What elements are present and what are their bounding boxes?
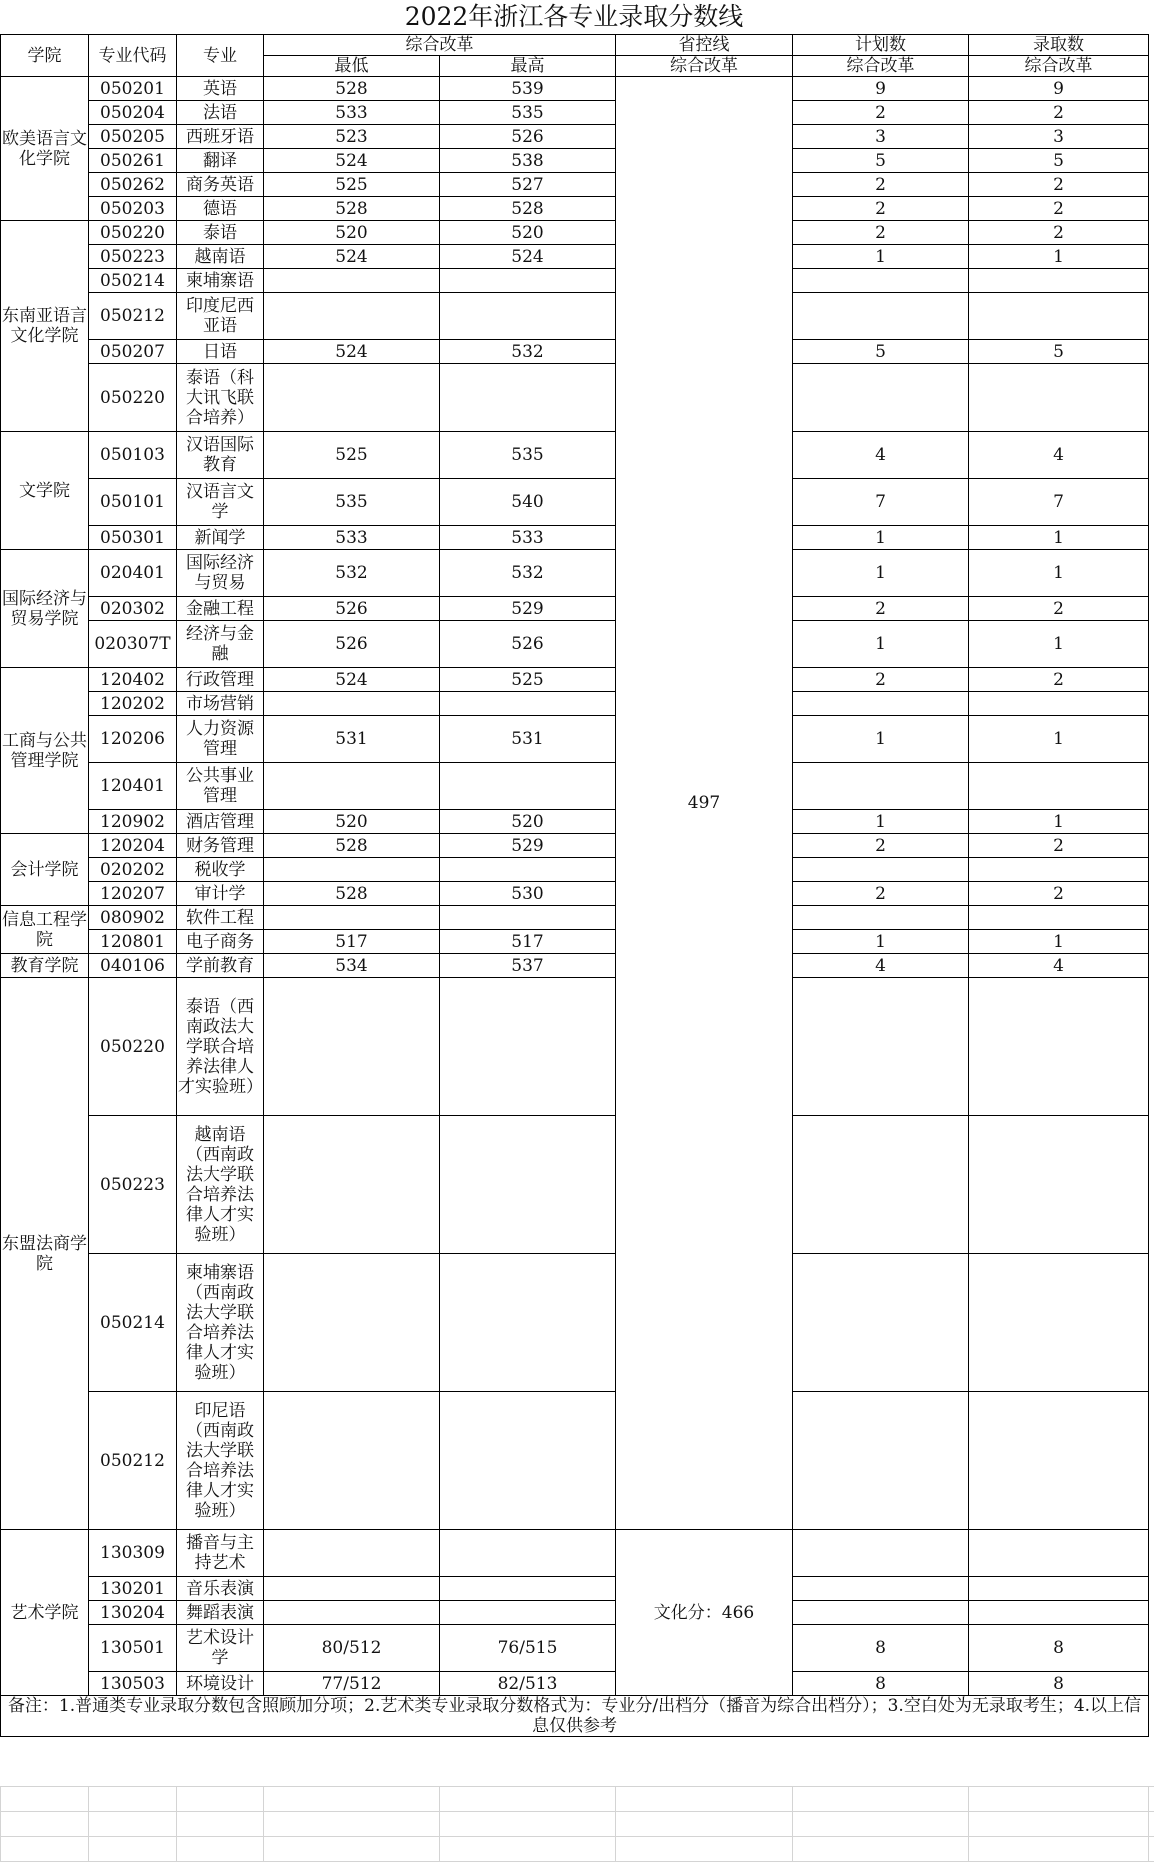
header-major: 专业 (177, 35, 264, 77)
score-max: 528 (440, 197, 616, 221)
header-college: 学院 (1, 35, 89, 77)
plan-count: 8 (793, 1672, 969, 1696)
college-name: 信息工程学院 (1, 906, 89, 954)
score-min: 528 (264, 77, 440, 101)
admit-count: 5 (969, 149, 1149, 173)
score-min (264, 858, 440, 882)
plan-count: 5 (793, 340, 969, 364)
major-name: 市场营销 (177, 692, 264, 716)
major-code: 130503 (89, 1672, 177, 1696)
table-row (1, 1601, 1149, 1625)
score-min (264, 1577, 440, 1601)
header-provincial-line: 省控线 (616, 35, 793, 56)
major-code: 050220 (89, 364, 177, 432)
admit-count: 1 (969, 621, 1149, 668)
score-min: 520 (264, 810, 440, 834)
table-row (1, 364, 1149, 432)
major-code: 050101 (89, 479, 177, 526)
major-name: 柬埔寨语（西南政法大学联合培养法律人才实验班） (177, 1254, 264, 1392)
table-body (1, 77, 1149, 1737)
score-max: 82/513 (440, 1672, 616, 1696)
score-max: 76/515 (440, 1625, 616, 1672)
header-provincial-sub: 综合改革 (616, 56, 793, 77)
header-max: 最高 (440, 56, 616, 77)
college-name: 东南亚语言文化学院 (1, 221, 89, 432)
admit-count: 2 (969, 668, 1149, 692)
score-min: 532 (264, 550, 440, 597)
table-row (1, 978, 1149, 1116)
score-max (440, 763, 616, 810)
admit-count: 2 (969, 221, 1149, 245)
admit-count (969, 1392, 1149, 1530)
major-code: 050207 (89, 340, 177, 364)
score-min (264, 1601, 440, 1625)
major-code: 120401 (89, 763, 177, 810)
score-min: 528 (264, 882, 440, 906)
admit-count (969, 1601, 1149, 1625)
table-row (1, 597, 1149, 621)
score-max (440, 1577, 616, 1601)
table-row (1, 77, 1149, 101)
score-min: 526 (264, 621, 440, 668)
major-code: 020202 (89, 858, 177, 882)
admit-count: 3 (969, 125, 1149, 149)
table-row (1, 550, 1149, 597)
major-name: 金融工程 (177, 597, 264, 621)
major-code: 050261 (89, 149, 177, 173)
major-name: 西班牙语 (177, 125, 264, 149)
major-name: 汉语国际教育 (177, 432, 264, 479)
major-code: 020401 (89, 550, 177, 597)
plan-count: 4 (793, 432, 969, 479)
college-name: 东盟法商学院 (1, 978, 89, 1530)
major-name: 泰语（西南政法大学联合培养法律人才实验班） (177, 978, 264, 1116)
major-code: 050201 (89, 77, 177, 101)
score-max: 535 (440, 101, 616, 125)
major-code: 120902 (89, 810, 177, 834)
plan-count: 1 (793, 526, 969, 550)
plan-count: 7 (793, 479, 969, 526)
score-min: 533 (264, 101, 440, 125)
major-code: 120204 (89, 834, 177, 858)
score-max: 535 (440, 432, 616, 479)
major-code: 130309 (89, 1530, 177, 1577)
college-name: 艺术学院 (1, 1530, 89, 1696)
plan-count (793, 1116, 969, 1254)
score-max: 540 (440, 479, 616, 526)
college-name: 会计学院 (1, 834, 89, 906)
plan-count: 2 (793, 882, 969, 906)
admit-count (969, 692, 1149, 716)
major-code: 020302 (89, 597, 177, 621)
score-max: 531 (440, 716, 616, 763)
score-max: 517 (440, 930, 616, 954)
major-code: 120206 (89, 716, 177, 763)
header-plan: 计划数 (793, 35, 969, 56)
header-min: 最低 (264, 56, 440, 77)
table-row (1, 668, 1149, 692)
college-name: 国际经济与贸易学院 (1, 550, 89, 668)
major-name: 法语 (177, 101, 264, 125)
plan-count: 2 (793, 173, 969, 197)
plan-count (793, 1601, 969, 1625)
table-row (1, 101, 1149, 125)
score-max: 539 (440, 77, 616, 101)
score-min: 525 (264, 432, 440, 479)
page-title: 2022年浙江各专业录取分数线 (404, 2, 744, 31)
score-min: 77/512 (264, 1672, 440, 1696)
score-max: 529 (440, 597, 616, 621)
score-max: 538 (440, 149, 616, 173)
score-min (264, 906, 440, 930)
major-name: 越南语（西南政法大学联合培养法律人才实验班） (177, 1116, 264, 1254)
table-row (1, 906, 1149, 930)
admit-count (969, 364, 1149, 432)
major-name: 印尼语（西南政法大学联合培养法律人才实验班） (177, 1392, 264, 1530)
major-name: 播音与主持艺术 (177, 1530, 264, 1577)
score-min: 534 (264, 954, 440, 978)
admit-count: 8 (969, 1672, 1149, 1696)
plan-count: 3 (793, 125, 969, 149)
plan-count (793, 763, 969, 810)
score-max (440, 692, 616, 716)
major-code: 040106 (89, 954, 177, 978)
major-code: 050204 (89, 101, 177, 125)
score-max: 520 (440, 810, 616, 834)
score-max: 527 (440, 173, 616, 197)
major-name: 音乐表演 (177, 1577, 264, 1601)
admit-count (969, 1530, 1149, 1577)
major-name: 德语 (177, 197, 264, 221)
major-name: 国际经济与贸易 (177, 550, 264, 597)
major-name: 电子商务 (177, 930, 264, 954)
plan-count (793, 1577, 969, 1601)
table-row (1, 954, 1149, 978)
plan-count: 1 (793, 930, 969, 954)
score-min (264, 269, 440, 293)
major-name: 税收学 (177, 858, 264, 882)
plan-count (793, 906, 969, 930)
score-min (264, 763, 440, 810)
provincial-line-general: 497 (616, 77, 793, 1530)
table-row (1, 1530, 1149, 1577)
major-name: 翻译 (177, 149, 264, 173)
plan-count: 2 (793, 101, 969, 125)
score-min: 524 (264, 149, 440, 173)
score-min (264, 1530, 440, 1577)
major-code: 050103 (89, 432, 177, 479)
major-code: 050212 (89, 1392, 177, 1530)
admit-count (969, 1577, 1149, 1601)
major-code: 050223 (89, 245, 177, 269)
table-row (1, 692, 1149, 716)
major-name: 柬埔寨语 (177, 269, 264, 293)
major-code: 020307T (89, 621, 177, 668)
major-code: 120402 (89, 668, 177, 692)
score-max (440, 1116, 616, 1254)
score-min: 525 (264, 173, 440, 197)
major-code: 080902 (89, 906, 177, 930)
admit-count (969, 269, 1149, 293)
major-code: 130204 (89, 1601, 177, 1625)
major-code: 050205 (89, 125, 177, 149)
major-name: 公共事业管理 (177, 763, 264, 810)
admit-count: 8 (969, 1625, 1149, 1672)
admit-count (969, 978, 1149, 1116)
score-min (264, 293, 440, 340)
major-code: 050301 (89, 526, 177, 550)
score-max: 526 (440, 621, 616, 668)
table-row (1, 432, 1149, 479)
table-row (1, 1672, 1149, 1696)
note-row (1, 1696, 1149, 1737)
plan-count: 2 (793, 597, 969, 621)
plan-count (793, 293, 969, 340)
plan-count: 4 (793, 954, 969, 978)
score-min: 524 (264, 668, 440, 692)
table-row (1, 479, 1149, 526)
plan-count: 1 (793, 550, 969, 597)
admission-score-table (0, 34, 1149, 1737)
score-max: 532 (440, 550, 616, 597)
major-name: 财务管理 (177, 834, 264, 858)
score-min: 523 (264, 125, 440, 149)
plan-count: 8 (793, 1625, 969, 1672)
admit-count: 9 (969, 77, 1149, 101)
score-min (264, 364, 440, 432)
score-min: 535 (264, 479, 440, 526)
table-row (1, 269, 1149, 293)
plan-count: 1 (793, 716, 969, 763)
plan-count (793, 692, 969, 716)
header-code: 专业代码 (89, 35, 177, 77)
score-min: 531 (264, 716, 440, 763)
college-name: 欧美语言文化学院 (1, 77, 89, 221)
admit-count: 5 (969, 340, 1149, 364)
header-admit-sub: 综合改革 (969, 56, 1149, 77)
score-max (440, 906, 616, 930)
major-code: 120801 (89, 930, 177, 954)
table-row (1, 526, 1149, 550)
table-row (1, 173, 1149, 197)
admit-count: 4 (969, 954, 1149, 978)
admit-count: 1 (969, 550, 1149, 597)
major-code: 120207 (89, 882, 177, 906)
plan-count: 2 (793, 197, 969, 221)
admit-count: 1 (969, 716, 1149, 763)
table-row (1, 125, 1149, 149)
score-max (440, 1530, 616, 1577)
major-name: 舞蹈表演 (177, 1601, 264, 1625)
admit-count: 2 (969, 173, 1149, 197)
table-row (1, 293, 1149, 340)
table-row (1, 810, 1149, 834)
score-min (264, 1116, 440, 1254)
table-row (1, 621, 1149, 668)
plan-count: 9 (793, 77, 969, 101)
major-code: 050220 (89, 978, 177, 1116)
score-min: 517 (264, 930, 440, 954)
major-name: 新闻学 (177, 526, 264, 550)
table-row (1, 882, 1149, 906)
admit-count: 2 (969, 834, 1149, 858)
table-row (1, 763, 1149, 810)
major-code: 130501 (89, 1625, 177, 1672)
score-min: 80/512 (264, 1625, 440, 1672)
header-plan-sub: 综合改革 (793, 56, 969, 77)
score-min (264, 1254, 440, 1392)
plan-count: 2 (793, 668, 969, 692)
table-row (1, 1254, 1149, 1392)
major-code: 120202 (89, 692, 177, 716)
major-code: 050220 (89, 221, 177, 245)
admit-count (969, 1254, 1149, 1392)
table-row (1, 716, 1149, 763)
college-name: 教育学院 (1, 954, 89, 978)
major-name: 英语 (177, 77, 264, 101)
score-max: 532 (440, 340, 616, 364)
score-min: 528 (264, 834, 440, 858)
plan-count: 2 (793, 834, 969, 858)
admit-count: 2 (969, 197, 1149, 221)
major-name: 艺术设计学 (177, 1625, 264, 1672)
table-row (1, 858, 1149, 882)
score-min (264, 692, 440, 716)
major-name: 酒店管理 (177, 810, 264, 834)
major-name: 软件工程 (177, 906, 264, 930)
score-max (440, 1601, 616, 1625)
admit-count: 2 (969, 882, 1149, 906)
major-name: 泰语（科大讯飞联合培养） (177, 364, 264, 432)
admit-count: 1 (969, 526, 1149, 550)
major-code: 050214 (89, 269, 177, 293)
score-max (440, 858, 616, 882)
score-min: 533 (264, 526, 440, 550)
table-row (1, 340, 1149, 364)
score-max: 533 (440, 526, 616, 550)
score-max: 529 (440, 834, 616, 858)
table-row (1, 1116, 1149, 1254)
major-name: 印度尼西亚语 (177, 293, 264, 340)
plan-count (793, 858, 969, 882)
empty-grid (0, 1786, 1154, 1862)
score-max (440, 978, 616, 1116)
score-max: 524 (440, 245, 616, 269)
score-max (440, 1392, 616, 1530)
table-row (1, 245, 1149, 269)
plan-count: 1 (793, 245, 969, 269)
plan-count (793, 1530, 969, 1577)
major-code: 050212 (89, 293, 177, 340)
score-max: 537 (440, 954, 616, 978)
admit-count: 2 (969, 597, 1149, 621)
major-code: 050203 (89, 197, 177, 221)
score-max (440, 293, 616, 340)
major-name: 泰语 (177, 221, 264, 245)
plan-count (793, 978, 969, 1116)
score-max (440, 364, 616, 432)
major-name: 经济与金融 (177, 621, 264, 668)
score-max (440, 1254, 616, 1392)
major-name: 审计学 (177, 882, 264, 906)
major-code: 050214 (89, 1254, 177, 1392)
admit-count: 4 (969, 432, 1149, 479)
major-name: 越南语 (177, 245, 264, 269)
major-name: 行政管理 (177, 668, 264, 692)
score-min (264, 978, 440, 1116)
admit-count: 1 (969, 810, 1149, 834)
major-name: 学前教育 (177, 954, 264, 978)
table-row (1, 149, 1149, 173)
plan-count (793, 364, 969, 432)
provincial-line-art: 文化分：466 (616, 1530, 793, 1696)
college-name: 文学院 (1, 432, 89, 550)
admit-count: 1 (969, 245, 1149, 269)
plan-count (793, 1254, 969, 1392)
plan-count: 2 (793, 221, 969, 245)
plan-count: 1 (793, 810, 969, 834)
major-name: 日语 (177, 340, 264, 364)
admit-count (969, 763, 1149, 810)
score-min: 528 (264, 197, 440, 221)
table-row (1, 1577, 1149, 1601)
admit-count (969, 906, 1149, 930)
major-code: 050262 (89, 173, 177, 197)
score-min (264, 1392, 440, 1530)
admit-count (969, 858, 1149, 882)
major-name: 人力资源管理 (177, 716, 264, 763)
score-min: 524 (264, 245, 440, 269)
header-group-score: 综合改革 (264, 35, 616, 56)
score-max (440, 269, 616, 293)
score-min: 524 (264, 340, 440, 364)
table-row (1, 1625, 1149, 1672)
admit-count: 2 (969, 101, 1149, 125)
major-name: 环境设计 (177, 1672, 264, 1696)
plan-count (793, 1392, 969, 1530)
admit-count: 7 (969, 479, 1149, 526)
plan-count (793, 269, 969, 293)
admit-count (969, 1116, 1149, 1254)
score-max: 526 (440, 125, 616, 149)
major-code: 050223 (89, 1116, 177, 1254)
major-name: 汉语言文学 (177, 479, 264, 526)
score-min: 526 (264, 597, 440, 621)
header-admit: 录取数 (969, 35, 1149, 56)
footnote: 备注：1.普通类专业录取分数包含照顾加分项；2.艺术类专业录取分数格式为：专业分/出档分（播音为综合出档分）；3.空白处为无录取考生；4.以上信息仅供参考 (1, 1696, 1149, 1737)
score-max: 520 (440, 221, 616, 245)
college-name: 工商与公共管理学院 (1, 668, 89, 834)
major-code: 130201 (89, 1577, 177, 1601)
table-row (1, 930, 1149, 954)
plan-count: 1 (793, 621, 969, 668)
score-max: 530 (440, 882, 616, 906)
score-min: 520 (264, 221, 440, 245)
table-row (1, 221, 1149, 245)
table-row (1, 1392, 1149, 1530)
major-name: 商务英语 (177, 173, 264, 197)
table-row (1, 834, 1149, 858)
admit-count: 1 (969, 930, 1149, 954)
plan-count: 5 (793, 149, 969, 173)
table-row (1, 197, 1149, 221)
score-max: 525 (440, 668, 616, 692)
admit-count (969, 293, 1149, 340)
